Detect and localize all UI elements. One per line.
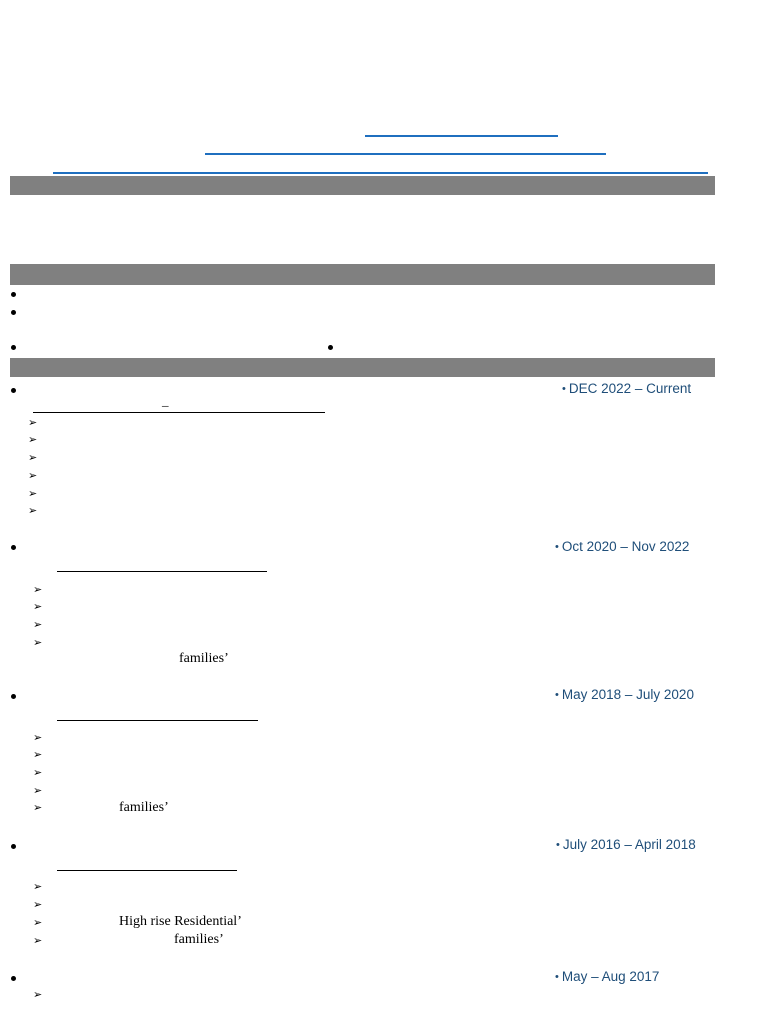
title-underscore-mark: _ [162,393,169,408]
job-date-text: July 2016 – April 2018 [562,837,696,852]
arrow-bullet-icon: ➢ [33,636,43,649]
arrow-bullet-icon: ➢ [33,988,43,1001]
date-bullet-icon: • [562,383,566,395]
job-title-underline [57,571,267,572]
arrow-bullet-icon: ➢ [33,934,43,947]
job-date [555,687,694,702]
arrow-bullet-icon: ➢ [28,416,38,429]
date-bullet-icon: • [555,541,559,553]
profile-link[interactable] [205,153,606,155]
arrow-bullet-icon: ➢ [33,801,43,814]
job-date [555,969,659,984]
skills-bullet [11,345,16,350]
section-bar-skills [10,264,715,285]
job-bullet [11,545,16,550]
arrow-bullet-icon: ➢ [33,583,43,596]
email-link[interactable] [365,135,558,137]
bullet-fragment: High rise Residential’ [119,914,242,929]
job-date [555,539,689,554]
arrow-bullet-icon: ➢ [28,433,38,446]
job-date [562,381,691,396]
job-title-underline [33,412,325,413]
skills-bullet [328,345,333,350]
job-date-text: Oct 2020 – Nov 2022 [561,539,690,554]
arrow-bullet-icon: ➢ [28,451,38,464]
arrow-bullet-icon: ➢ [33,898,43,911]
bullet-fragment: families’ [119,800,169,815]
arrow-bullet-icon: ➢ [33,916,43,929]
job-bullet [11,844,16,849]
section-bar-summary [10,176,715,195]
arrow-bullet-icon: ➢ [33,880,43,893]
arrow-bullet-icon: ➢ [28,487,38,500]
date-bullet-icon: • [555,689,559,701]
date-bullet-icon: • [556,839,560,851]
job-title-underline [57,870,237,871]
arrow-bullet-icon: ➢ [33,766,43,779]
arrow-bullet-icon: ➢ [28,504,38,517]
arrow-bullet-icon: ➢ [33,618,43,631]
date-bullet-icon: • [555,971,559,983]
bullet-fragment: families’ [174,932,224,947]
skills-bullet [11,310,16,315]
arrow-bullet-icon: ➢ [33,600,43,613]
arrow-bullet-icon: ➢ [33,731,43,744]
bullet-fragment: families’ [179,651,229,666]
job-date-text: May – Aug 2017 [561,969,660,984]
job-date-text: May 2018 – July 2020 [561,687,694,702]
job-date [556,837,696,852]
section-bar-experience [10,358,715,377]
job-bullet [11,694,16,699]
portfolio-link[interactable] [53,172,708,174]
job-title-underline [57,720,258,721]
arrow-bullet-icon: ➢ [33,748,43,761]
job-date-text: DEC 2022 – Current [568,381,692,396]
job-bullet [11,388,16,393]
arrow-bullet-icon: ➢ [28,469,38,482]
arrow-bullet-icon: ➢ [33,784,43,797]
job-bullet [11,976,16,981]
skills-bullet [11,292,16,297]
